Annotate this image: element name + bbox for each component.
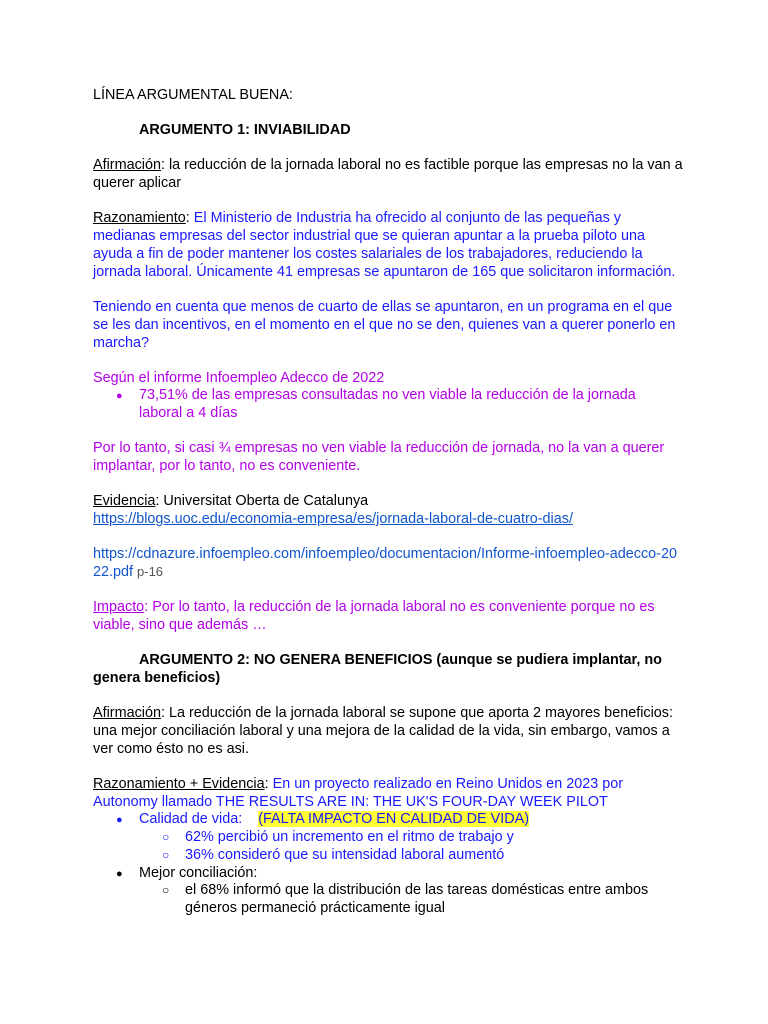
link-page-ref: p-16: [137, 564, 164, 579]
link-infoempleo[interactable]: https://cdnazure.infoempleo.com/infoempleo/documentacion/Informe-infoempleo-adecco-2022.pdf: [93, 546, 677, 580]
link-uoc[interactable]: https://blogs.uoc.edu/economia-empresa/es/jornada-laboral-de-cuatro-dias/: [93, 511, 573, 527]
razonamiento-evidencia-colon: :: [264, 776, 273, 792]
impacto-label: Impacto: [93, 599, 145, 615]
document-title: LÍNEA ARGUMENTAL BUENA:: [93, 87, 293, 103]
arg2-razonamiento-evidencia: [93, 775, 683, 811]
bullet-icon: ●: [116, 390, 123, 402]
arg1-impacto: [93, 598, 683, 634]
bullet-icon: ●: [116, 814, 123, 826]
arg1-link-infoempleo-row: [93, 545, 683, 581]
calidad-highlight: (FALTA IMPACTO EN CALIDAD DE VIDA): [258, 811, 530, 827]
arg1-razonamiento: Razonamiento: El Ministerio de Industria ha ofrecido al conjunto de las pequeñas y medianas empresas del sector industrial que se quieran apuntar a la prueba piloto una ayuda a fin de poder mantener los costes salariales de los trabajadores, reduciendo la jornada laboral. Únicamente 41 empresas se apuntaron de 165 que solicitaron información.: [93, 210, 676, 280]
arg2-afirmacion: [93, 704, 683, 758]
afirmacion-2-label: Afirmación: [93, 705, 161, 721]
hollow-bullet-icon: ○: [162, 883, 170, 897]
razonamiento-evidencia-text: En un proyecto realizado en Reino Unidos en 2023 por Autonomy llamado THE RESULTS ARE IN: THE UK'S FOUR-DAY WEEK PILOT: [93, 776, 624, 810]
arg1-evidencia: [93, 492, 683, 510]
razonamiento-evidencia-label: Razonamiento + Evidencia: [93, 776, 265, 792]
argument-1-heading: ARGUMENTO 1: INVIABILIDAD: [139, 122, 351, 138]
razonamiento-label: Razonamiento: [93, 210, 186, 226]
arg1-teniendo-paragraph: Teniendo en cuenta que menos de cuarto de ellas se apuntaron, en un programa en el que se les dan incentivos, en el momento en el que no se den, quienes van a querer ponerlo en marcha?: [93, 299, 676, 351]
arg1-afirmacion: [93, 156, 683, 192]
razonamiento-text: El Ministerio de Industria ha ofrecido al conjunto de las pequeñas y medianas empresas del sector industrial que se quieran apuntar a la prueba piloto una ayuda a fin de poder mantener los costes salariales de los trabajadores, reduciendo la jornada laboral. Únicamente 41 empresas se apuntaron de 165 que solicitaron información.: [93, 210, 676, 280]
afirmacion-label: Afirmación: [93, 157, 161, 173]
bullet-icon: ●: [116, 868, 123, 880]
conciliacion-sub-item: el 68% informó que la distribución de las tareas domésticas entre ambos géneros permaneció prácticamente igual: [185, 882, 649, 916]
arg1-link-uoc-row: [93, 510, 683, 528]
calidad-label: Calidad de vida:: [139, 811, 243, 827]
arg1-por-lo-tanto: Por lo tanto, si casi ¾ empresas no ven viable la reducción de jornada, no la van a querer implantar, por lo tanto, no es conveniente.: [93, 440, 665, 474]
calidad-sub-item-2: 36% consideró que su intensidad laboral aumentó: [185, 847, 505, 863]
afirmacion-text: : la reducción de la jornada laboral no es factible porque las empresas no la van a querer aplicar: [93, 157, 683, 191]
hollow-bullet-icon: ○: [162, 830, 170, 844]
calidad-sub-item-1: 62% percibió un incremento en el ritmo de trabajo y: [185, 829, 514, 845]
arg1-bullet-item: 73,51% de las empresas consultadas no ven viable la reducción de la jornada laboral a 4 días: [139, 387, 636, 421]
afirmacion-2-text: : La reducción de la jornada laboral se supone que aporta 2 mayores beneficios: una mejor conciliación laboral y una mejora de la calidad de la vida, sin embargo, vamos a ver como ésto no es asi.: [93, 705, 673, 757]
evidencia-text: : Universitat Oberta de Catalunya: [155, 493, 369, 509]
conciliacion-item: Mejor conciliación:: [139, 865, 258, 881]
arg1-segun-informe: Según el informe Infoempleo Adecco de 2022: [93, 370, 385, 386]
argument-2-heading: ARGUMENTO 2: NO GENERA BENEFICIOS (aunque se pudiera implantar, no genera beneficios): [93, 652, 662, 686]
evidencia-label: Evidencia: [93, 493, 156, 509]
impacto-text: : Por lo tanto, la reducción de la jornada laboral no es conveniente porque no es viable, sino que además …: [93, 599, 655, 633]
calidad-de-vida-item: [139, 810, 669, 828]
hollow-bullet-icon: ○: [162, 848, 170, 862]
